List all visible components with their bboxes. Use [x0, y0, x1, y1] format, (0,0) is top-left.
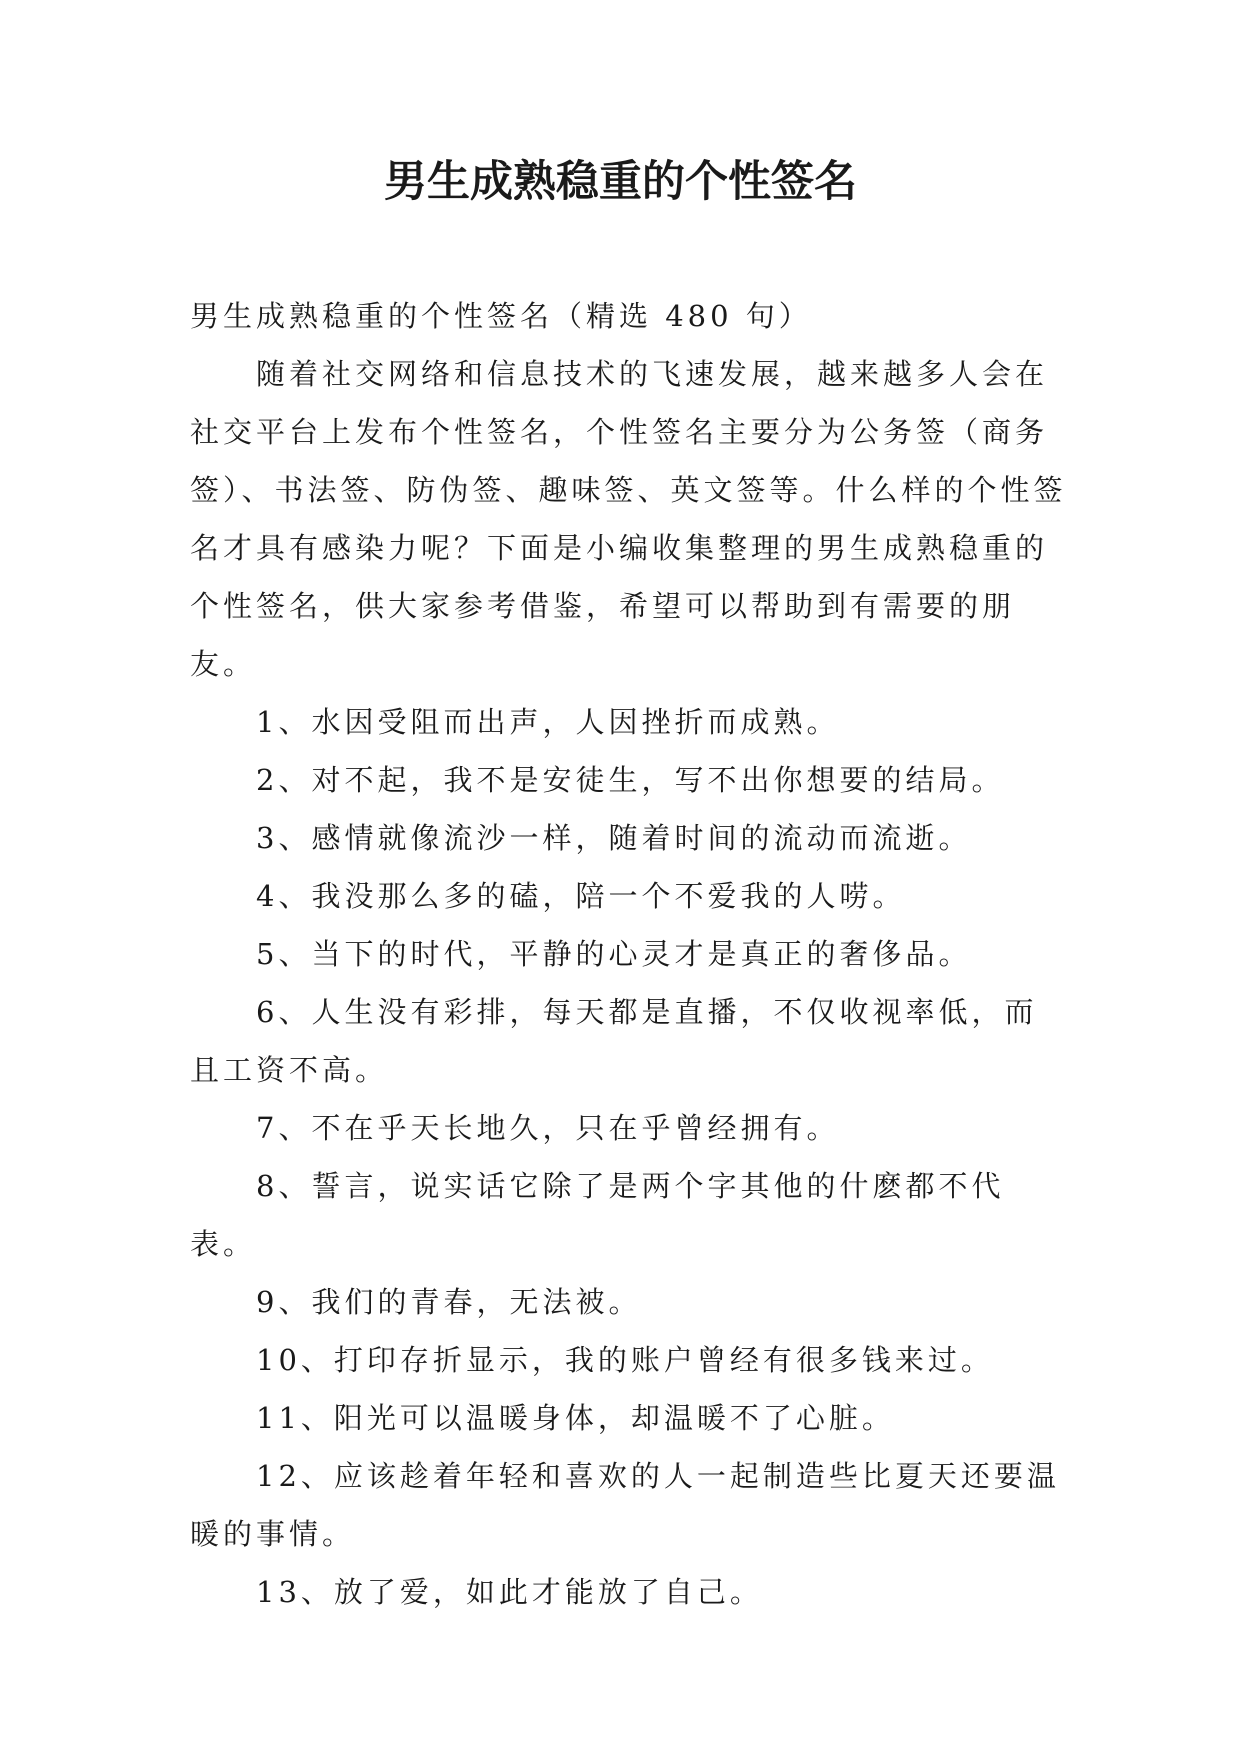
- list-item: 13、放了爱，如此才能放了自己。: [256, 1575, 763, 1609]
- list-item: 6、人生没有彩排，每天都是直播，不仅收视率低，而且工资不高。: [190, 995, 1038, 1087]
- list-item: 8、誓言，说实话它除了是两个字其他的什麽都不代表。: [190, 1169, 1005, 1261]
- signature-list: [190, 693, 1070, 1621]
- list-item: 12、应该趁着年轻和喜欢的人一起制造些比夏天还要温暖的事情。: [190, 1459, 1060, 1551]
- page-title: 男生成熟稳重的个性签名: [384, 157, 857, 207]
- list-item: 10、打印存折显示，我的账户曾经有很多钱来过。: [256, 1343, 994, 1377]
- list-item: 7、不在乎天长地久，只在乎曾经拥有。: [256, 1111, 840, 1145]
- list-item: 2、对不起，我不是安徒生，写不出你想要的结局。: [256, 763, 1005, 797]
- intro-paragraph: 随着社交网络和信息技术的飞速发展，越来越多人会在社交平台上发布个性签名，个性签名主要分为公务签（商务签）、书法签、防伪签、趣味签、英文签等。什么样的个性签名才具有感染力呢？下面是小编收集整理的男生成熟稳重的个性签名，供大家参考借鉴，希望可以帮助到有需要的朋友。: [190, 357, 1067, 681]
- list-item: 5、当下的时代，平静的心灵才是真正的奢侈品。: [256, 937, 972, 971]
- list-item: 1、水因受阻而出声，人因挫折而成熟。: [256, 705, 840, 739]
- document-subtitle: 男生成熟稳重的个性签名（精选 480 句）: [190, 299, 812, 333]
- document-body: [190, 287, 1070, 1621]
- list-item: 9、我们的青春，无法被。: [256, 1285, 642, 1319]
- list-item: 4、我没那么多的磕，陪一个不爱我的人唠。: [256, 879, 906, 913]
- list-item: 11、阳光可以温暖身体，却温暖不了心脏。: [256, 1401, 895, 1435]
- list-item: 3、感情就像流沙一样，随着时间的流动而流逝。: [256, 821, 972, 855]
